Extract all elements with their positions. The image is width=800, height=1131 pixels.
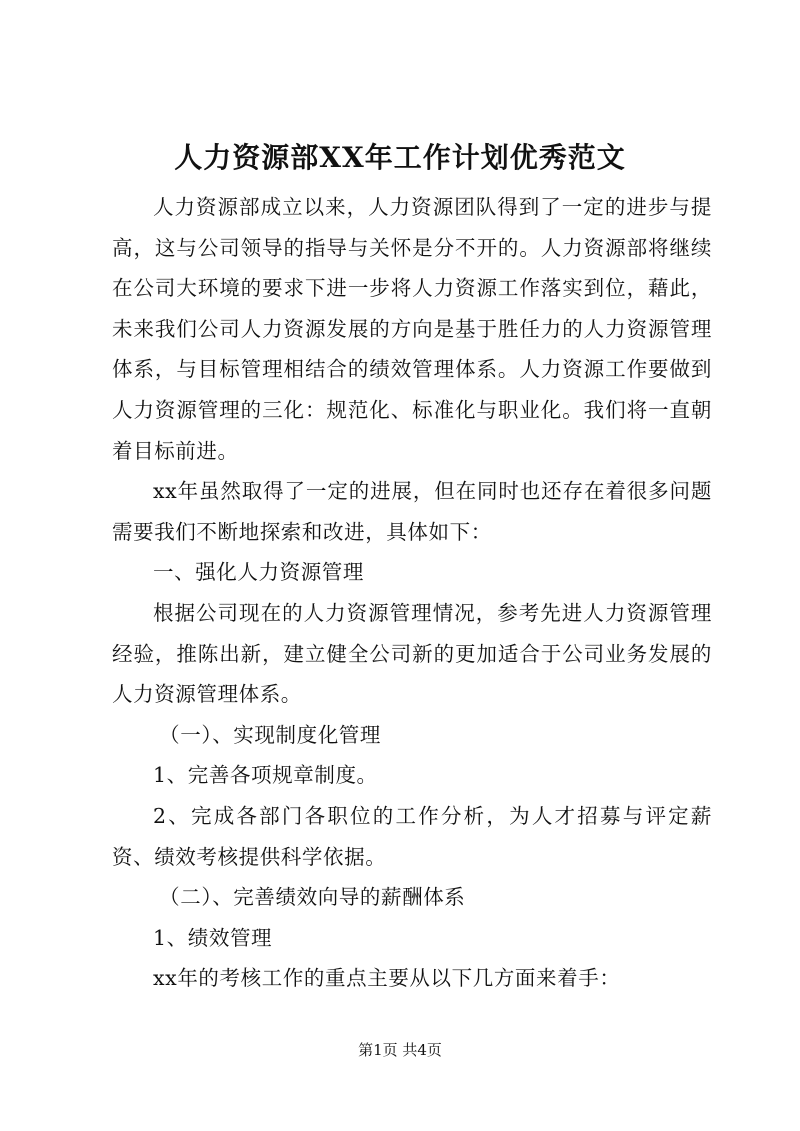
list-item-1: 1、完善各项规章制度。: [153, 763, 378, 788]
document-title: 人力资源部XX年工作计划优秀范文: [174, 141, 626, 174]
document-body: [112, 187, 712, 999]
list-item-2: 2、完成各部门各职位的工作分析，为人才招募与评定薪资、绩效考核提供科学依据。: [112, 803, 712, 869]
progress-paragraph: xx年虽然取得了一定的进展，但在同时也还存在着很多问题需要我们不断地探索和改进，具体如下：: [112, 479, 712, 544]
section-1-paragraph: 根据公司现在的人力资源管理情况，参考先进人力资源管理经验，推陈出新，建立健全公司新的更加适合于公司业务发展的人力资源管理体系。: [112, 600, 712, 707]
subsection-heading-1: （一）、实现制度化管理: [159, 722, 381, 747]
subsection-heading-2: （二）、完善绩效向导的薪酬体系: [159, 885, 466, 910]
page-footer: 第1页 共4页: [358, 1041, 442, 1059]
section-heading-1: 一、强化人力资源管理: [153, 560, 364, 585]
assessment-paragraph: xx年的考核工作的重点主要从以下几方面来着手：: [153, 966, 621, 991]
list-item-performance: 1、绩效管理: [153, 925, 273, 950]
intro-paragraph: 人力资源部成立以来，人力资源团队得到了一定的进步与提高，这与公司领导的指导与关怀是分不开的。人力资源部将继续在公司大环境的要求下进一步将人力资源工作落实到位，藉此，未来我们公司人力资源发展的方向是基于胜任力的人力资源管理体系，与目标管理相结合的绩效管理体系。人力资源工作要做到人力资源管理的三化：规范化、标准化与职业化。我们将一直朝着目标前进。: [112, 195, 712, 463]
